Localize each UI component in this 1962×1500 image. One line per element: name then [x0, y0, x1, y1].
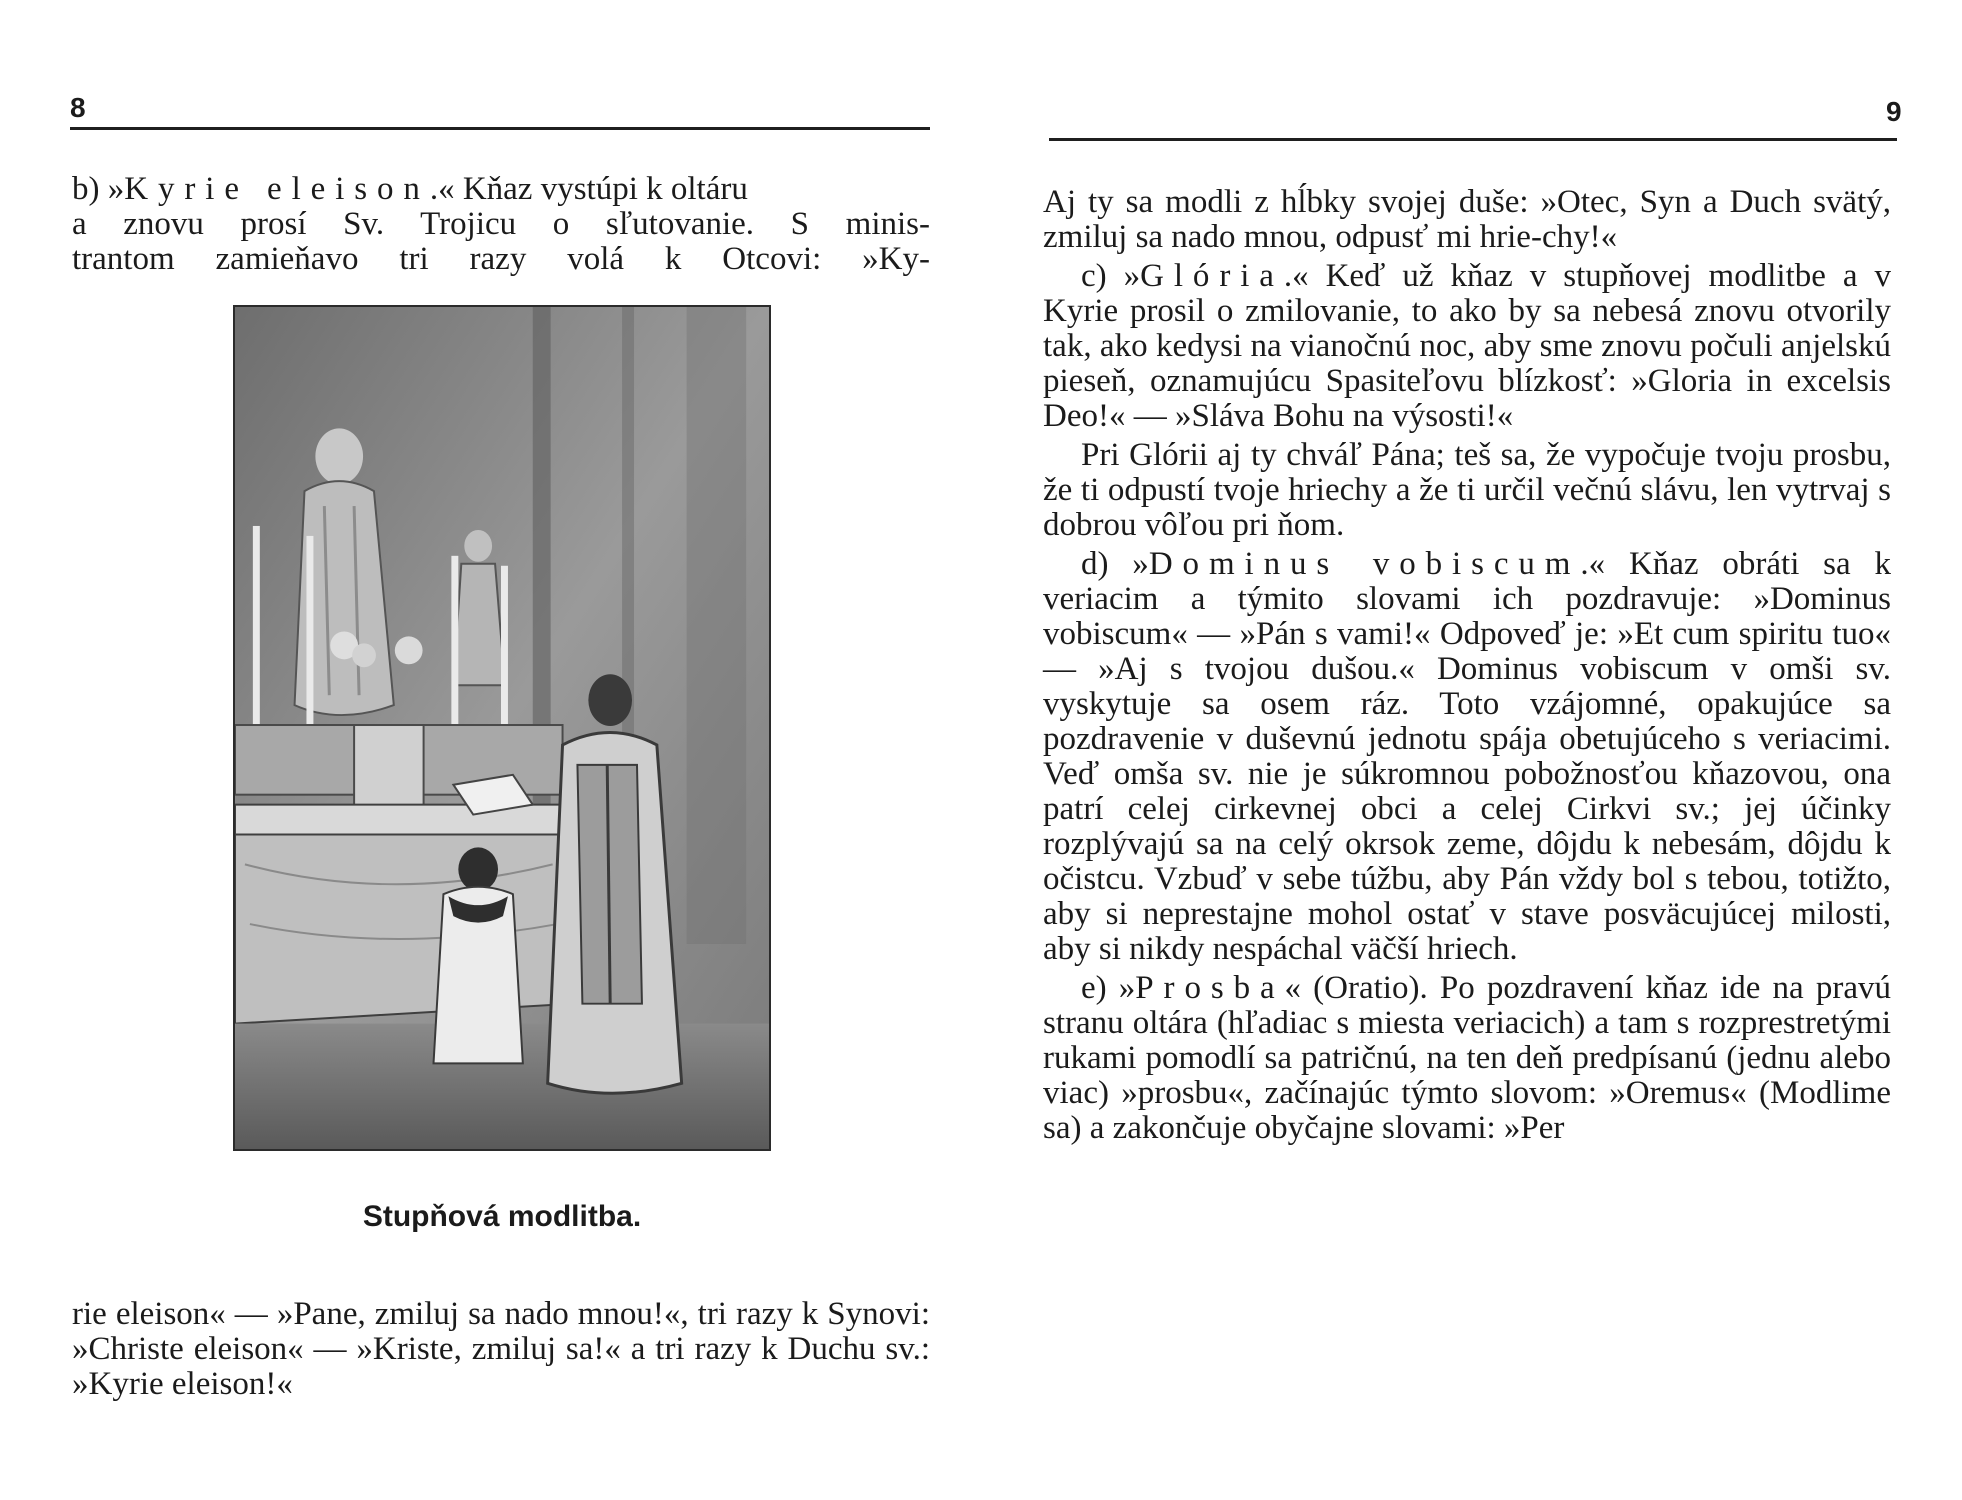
- paragraph-prosba: e) »Prosba« (Oratio). Po pozdravení kňaz ide na pravú stranu oltára (hľadiac s miesta veriacich) a tam s rozprestretými rukami pomodlí sa patričnú, na ten deň predpísanú (jednu alebo viac) »prosbu«, začínajúc týmto slovom: »Oremus« (Modlime sa) a zakončuje obyčajne slovami: »Per: [1043, 970, 1891, 1146]
- right-page: [981, 0, 1962, 1500]
- altar-illustration-icon: [233, 305, 771, 1151]
- paragraph-gloria: c) »Glória.« Keď už kňaz v stupňovej modlitbe a v Kyrie prosil o zmilovanie, to ako by sa nebesá znovu otvorily tak, ako kedysi na vianočnú noc, aby sme znovu počuli anjelskú pieseň, oznamujúcu Spasiteľovu blízkosť: »Gloria in excelsis Deo!« — »Sláva Bohu na výsosti!«: [1043, 258, 1891, 434]
- page-number-left: 8: [70, 92, 86, 123]
- left-bottom-text: rie eleison« — »Pane, zmiluj sa nado mnou!«, tri razy k Synovi: »Christe eleison« — »Kriste, zmiluj sa!« a tri razy k Duchu sv.: »Kyrie eleison!«: [72, 1296, 930, 1402]
- paragraph: Pri Glórii aj ty chváľ Pána; teš sa, že vypočuje tvoju prosbu, že ti odpustí tvoje hriechy a že ti určil večnú slávu, len vytrvaj s dobrou vôľou pri ňom.: [1043, 437, 1891, 543]
- paragraph-dominus-vobiscum: d) »Dominus vobiscum.« Kňaz obráti sa k veriacim a týmito slovami ich pozdravuje: »Dominus vobiscum« — »Pán s vami!« Odpoveď je: »Et cum spiritu tuo« — »Aj s tvojou dušou.« Dominus vobiscum v omši sv. vyskytuje sa osem ráz. Toto vzájomné, opakujúce sa pozdravenie v duševnú jednotu spája obetujúceho s veriacimi. Veď omša sv. nie je súkromnou pobožnosťou kňazovou, ona patrí celej cirkevnej obci a celej Cirkvi sv.; jej účinky rozplývajú sa na celý okrsok zeme, dôjdu k nebesám, dôjdu k očistcu. Vzbuď v sebe túžbu, aby Pán vždy bol s tebou, totižto, aby si neprestajne mohol ostať v stave posväcujúcej milosti, aby si nikdy nespáchal väčší hriech.: [1043, 546, 1891, 967]
- text-line: a znovu prosí Sv. Trojicu o sľutovanie. S minis-: [72, 206, 930, 242]
- text-line: trantom zamieňavo tri razy volá k Otcovi: »Ky-: [72, 241, 930, 277]
- header-rule-left: [70, 127, 930, 130]
- illustration-caption: Stupňová modlitba.: [362, 1200, 642, 1233]
- header-rule-right: [1049, 138, 1897, 141]
- left-top-text: [72, 172, 930, 277]
- text-line: b) »Kyrie eleison.« Kňaz vystúpi k oltáru: [72, 171, 748, 207]
- paragraph: Aj ty sa modli z hĺbky svojej duše: »Otec, Syn a Duch svätý, zmiluj sa nado mnou, odpusť mi hrie-chy!«: [1043, 184, 1891, 255]
- right-column-text: [1043, 185, 1891, 1146]
- page-number-right: 9: [1886, 96, 1902, 127]
